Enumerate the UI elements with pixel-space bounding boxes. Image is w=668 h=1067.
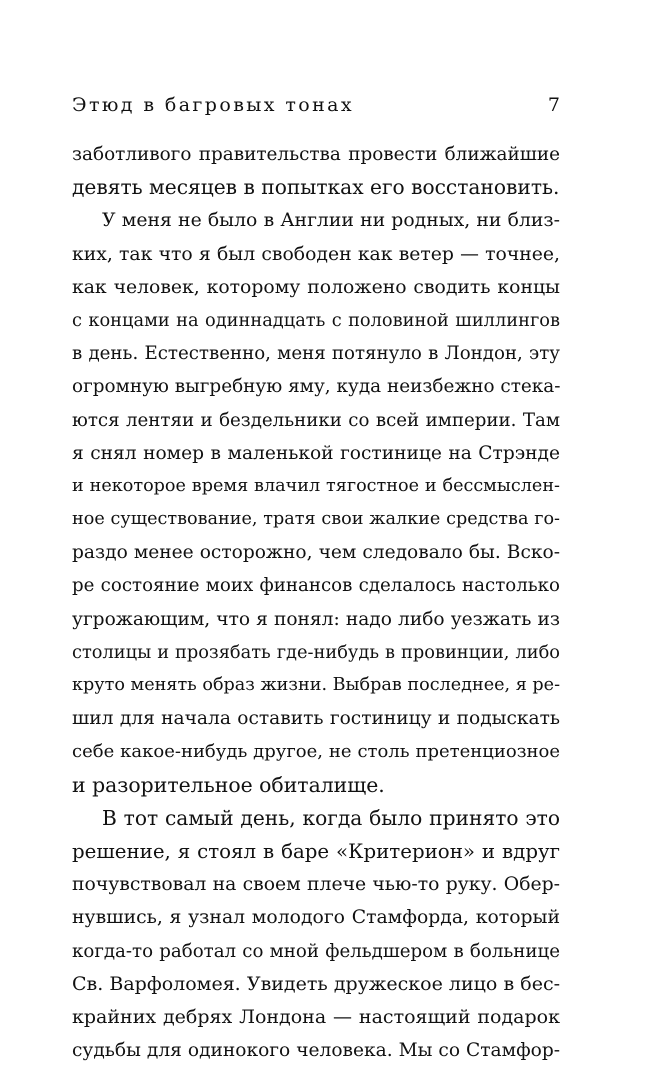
text-line: шил для начала оставить гостиницу и подыскать [72,708,560,730]
text-line: я снял номер в маленькой гостинице на Стрэнде [72,442,560,464]
text-line: решение, я стоял в баре «Критерион» и вдруг [72,839,560,863]
running-title: Этюд в багровых тонах [72,94,355,116]
text-line: себе какое-нибудь другое, не столь претенциозное [72,741,560,763]
text-line: и разорительное обиталище. [72,772,385,797]
text-line: ются лентяи и бездельники со всей империи. Там [72,409,560,431]
text-line: девять месяцев в попытках его восстановить. [72,175,560,200]
text-line: почувствовал на своем плече чью-то руку. Обер- [72,874,560,896]
text-line: крайних дебрях Лондона — настоящий подарок [72,1005,560,1028]
text-line: в день. Естественно, меня потянуло в Лондон, эту [72,343,560,365]
text-line: и некоторое время влачил тягостное и бессмыслен- [72,475,560,496]
text-line: судьбы для одинокого человека. Мы со Стамфор- [72,1040,560,1062]
text-line: когда-то работал со мной фельдшером в больнице [72,940,560,962]
text-line: угрожающим, что я понял: надо либо уезжать из [72,608,560,630]
text-line: Св. Варфоломея. Увидеть дружеское лицо в бес- [72,972,560,995]
page-number: 7 [547,94,560,116]
running-head [72,94,560,120]
text-line: круто менять образ жизни. Выбрав последнее, я ре- [72,675,560,695]
text-line: нувшись, я узнал молодого Стамфорда, который [72,907,560,929]
text-line: У меня не было в Англии ни родных, ни близ- [102,210,560,232]
text-line: столицы и прозябать где-нибудь в провинции, либо [72,641,560,663]
text-line: ное существование, тратя свои жалкие средства го- [72,509,560,530]
text-line: раздо менее осторожно, чем следовало бы. Вско- [72,542,560,564]
text-line: ре состояние моих финансов сделалось настолько [72,575,560,597]
text-line: ких, так что я был свободен как ветер — точнее, [72,243,560,265]
text-line: как человек, которому положено сводить концы [72,276,560,298]
text-line: с концами на одиннадцать с половиной шиллингов [72,309,560,331]
text-line: В тот самый день, когда было принято это [102,805,560,830]
text-line: заботливого правительства провести ближайшие [72,144,560,165]
text-line: огромную выгребную яму, куда неизбежно стека- [72,376,560,398]
body-text [72,138,560,1067]
